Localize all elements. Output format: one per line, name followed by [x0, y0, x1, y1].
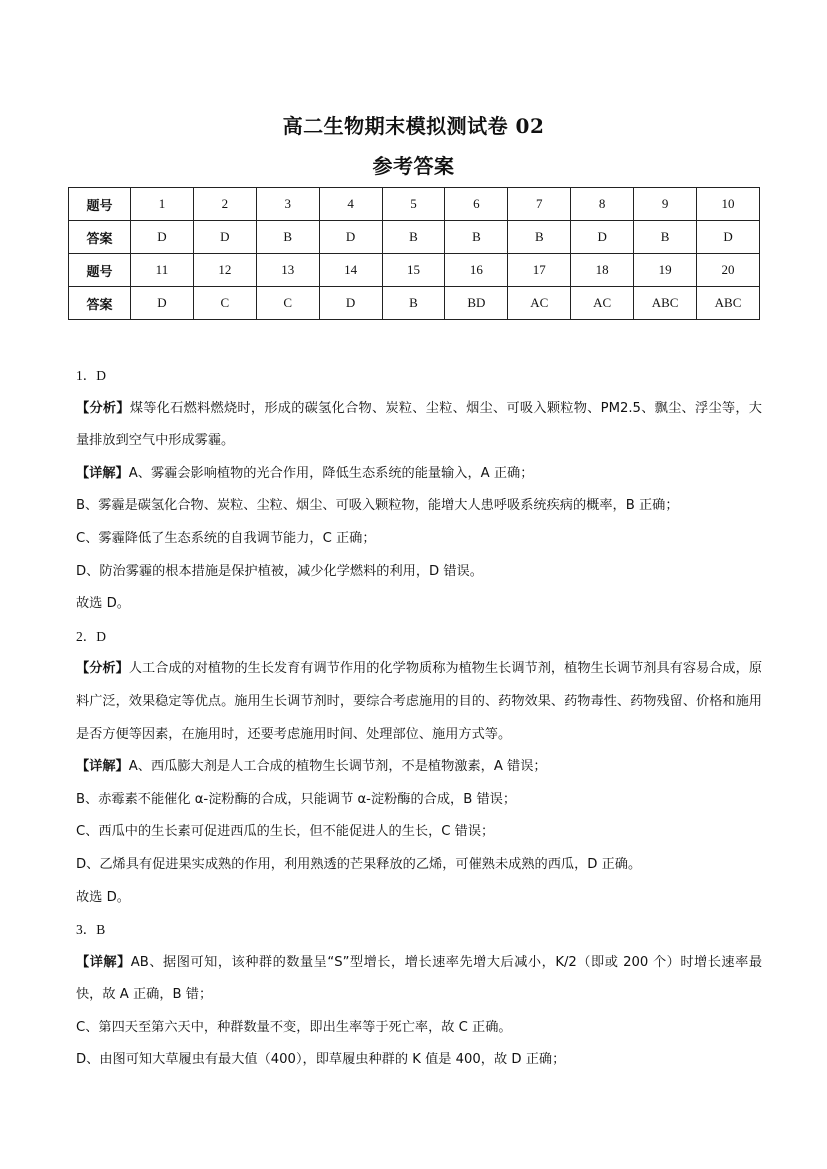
- table-cell: B: [382, 287, 445, 320]
- section-tag: 【详解】: [76, 465, 129, 481]
- section-tag: 【分析】: [76, 400, 130, 416]
- table-cell: 14: [319, 254, 382, 287]
- explanation-text: 人工合成的对植物的生长发育有调节作用的化学物质称为植物生长调节剂，植物生长调节剂具有容易合成，原料广泛，效果稳定等优点。施用生长调节剂时，要综合考虑施用的目的、药物效果、药物毒性、药物残留、价格和施用是否方便等因素，在施用时，还要考虑施用时间、处理部位、施用方式等。: [76, 661, 763, 742]
- row-header: 答案: [69, 287, 131, 320]
- explanation-text: B、赤霉素不能催化 α-淀粉酶的合成，只能调节 α-淀粉酶的合成，B 错误；: [76, 791, 517, 807]
- question-number: 3．B: [76, 922, 106, 938]
- explanation-line: [76, 947, 762, 1012]
- table-cell: C: [193, 287, 256, 320]
- explanation-line: [76, 849, 762, 882]
- explanation-line: [76, 1012, 762, 1045]
- table-cell: 5: [382, 188, 445, 221]
- explanation-line: [76, 393, 762, 458]
- explanation-text: B、雾霾是碳氢化合物、炭粒、尘粒、烟尘、可吸入颗粒物，能增大人患呼吸系统疾病的概率，B 正确；: [76, 498, 679, 514]
- table-cell: D: [697, 221, 760, 254]
- explanation-text: AB、据图可知，该种群的数量呈“S”型增长，增长速率先增大后减小，K/2（即或 200 个）时增长速率最快，故 A 正确，B 错；: [76, 954, 763, 1003]
- row-header: 题号: [69, 254, 131, 287]
- table-cell: B: [382, 221, 445, 254]
- table-cell: B: [634, 221, 697, 254]
- explanation-text: 煤等化石燃料燃烧时，形成的碳氢化合物、炭粒、尘粒、烟尘、可吸入颗粒物、PM2.5、飘尘、浮尘等，大量排放到空气中形成雾霾。: [76, 400, 762, 449]
- explanation-line: [76, 588, 762, 621]
- table-cell: D: [131, 287, 194, 320]
- explanation-text: 故选 D。: [76, 596, 130, 612]
- explanation-text: A、雾霾会影响植物的光合作用，降低生态系统的能量输入，A 正确；: [128, 465, 534, 481]
- table-cell: AC: [508, 287, 571, 320]
- table-cell: D: [571, 221, 634, 254]
- row-header: 答案: [69, 221, 131, 254]
- page-subtitle: 参考答案: [372, 154, 455, 178]
- table-row: [69, 287, 760, 320]
- explanation-line: [76, 556, 762, 589]
- explanation-text: D、由图可知大草履虫有最大值（400），即草履虫种群的 K 值是 400，故 D 正确；: [76, 1052, 566, 1068]
- explanation-text: C、西瓜中的生长素可促进西瓜的生长，但不能促进人的生长，C 错误；: [76, 824, 495, 840]
- table-cell: ABC: [634, 287, 697, 320]
- table-cell: 4: [319, 188, 382, 221]
- table-cell: C: [256, 287, 319, 320]
- explanation-text: 故选 D。: [76, 889, 130, 905]
- table-cell: D: [319, 221, 382, 254]
- explanation-text: A、西瓜膨大剂是人工合成的植物生长调节剂，不是植物激素，A 错误；: [128, 759, 547, 775]
- table-cell: D: [319, 287, 382, 320]
- table-cell: B: [508, 221, 571, 254]
- explanation-text: C、雾霾降低了生态系统的自我调节能力，C 正确；: [76, 530, 376, 546]
- explanation-line: [76, 458, 762, 491]
- table-cell: 3: [256, 188, 319, 221]
- explanation-line: [76, 882, 762, 915]
- explanation-text: C、第四天至第六天中，种群数量不变，即出生率等于死亡率，故 C 正确。: [76, 1019, 512, 1035]
- table-cell: 20: [697, 254, 760, 287]
- explanation-line: [76, 653, 762, 751]
- table-row: [69, 254, 760, 287]
- table-cell: 10: [697, 188, 760, 221]
- explanation-line: [76, 1044, 762, 1077]
- explanations: [76, 360, 762, 1077]
- table-row: [69, 188, 760, 221]
- table-cell: 17: [508, 254, 571, 287]
- table-cell: 6: [445, 188, 508, 221]
- table-cell: 19: [634, 254, 697, 287]
- table-cell: BD: [445, 287, 508, 320]
- table-row: [69, 221, 760, 254]
- question-number: 2．D: [76, 628, 106, 644]
- table-cell: 7: [508, 188, 571, 221]
- explanation-text: D、防治雾霾的根本措施是保护植被，减少化学燃料的利用，D 错误。: [76, 563, 483, 579]
- row-header: 题号: [69, 188, 131, 221]
- section-tag: 【分析】: [76, 661, 129, 677]
- table-cell: 9: [634, 188, 697, 221]
- table-cell: 15: [382, 254, 445, 287]
- table-cell: 16: [445, 254, 508, 287]
- explanation-line: [76, 784, 762, 817]
- question-number: 1．D: [76, 368, 106, 383]
- page-title: 高二生物期末模拟测试卷 02: [282, 114, 545, 138]
- table-cell: 2: [193, 188, 256, 221]
- answer-table: [68, 187, 760, 320]
- table-cell: 18: [571, 254, 634, 287]
- section-tag: 【详解】: [76, 759, 129, 775]
- explanation-text: D、乙烯具有促进果实成熟的作用，利用熟透的芒果释放的乙烯，可催熟未成熟的西瓜，D 正确。: [76, 856, 642, 872]
- table-cell: D: [131, 221, 194, 254]
- explanation-line: [76, 523, 762, 556]
- explanation-line: [76, 816, 762, 849]
- table-cell: 12: [193, 254, 256, 287]
- table-cell: 1: [131, 188, 194, 221]
- table-cell: B: [445, 221, 508, 254]
- table-cell: AC: [571, 287, 634, 320]
- table-cell: 11: [131, 254, 194, 287]
- table-cell: D: [193, 221, 256, 254]
- table-cell: ABC: [697, 287, 760, 320]
- explanation-line: [76, 490, 762, 523]
- table-cell: 13: [256, 254, 319, 287]
- table-cell: 8: [571, 188, 634, 221]
- table-cell: B: [256, 221, 319, 254]
- section-tag: 【详解】: [76, 954, 131, 970]
- explanation-line: [76, 751, 762, 784]
